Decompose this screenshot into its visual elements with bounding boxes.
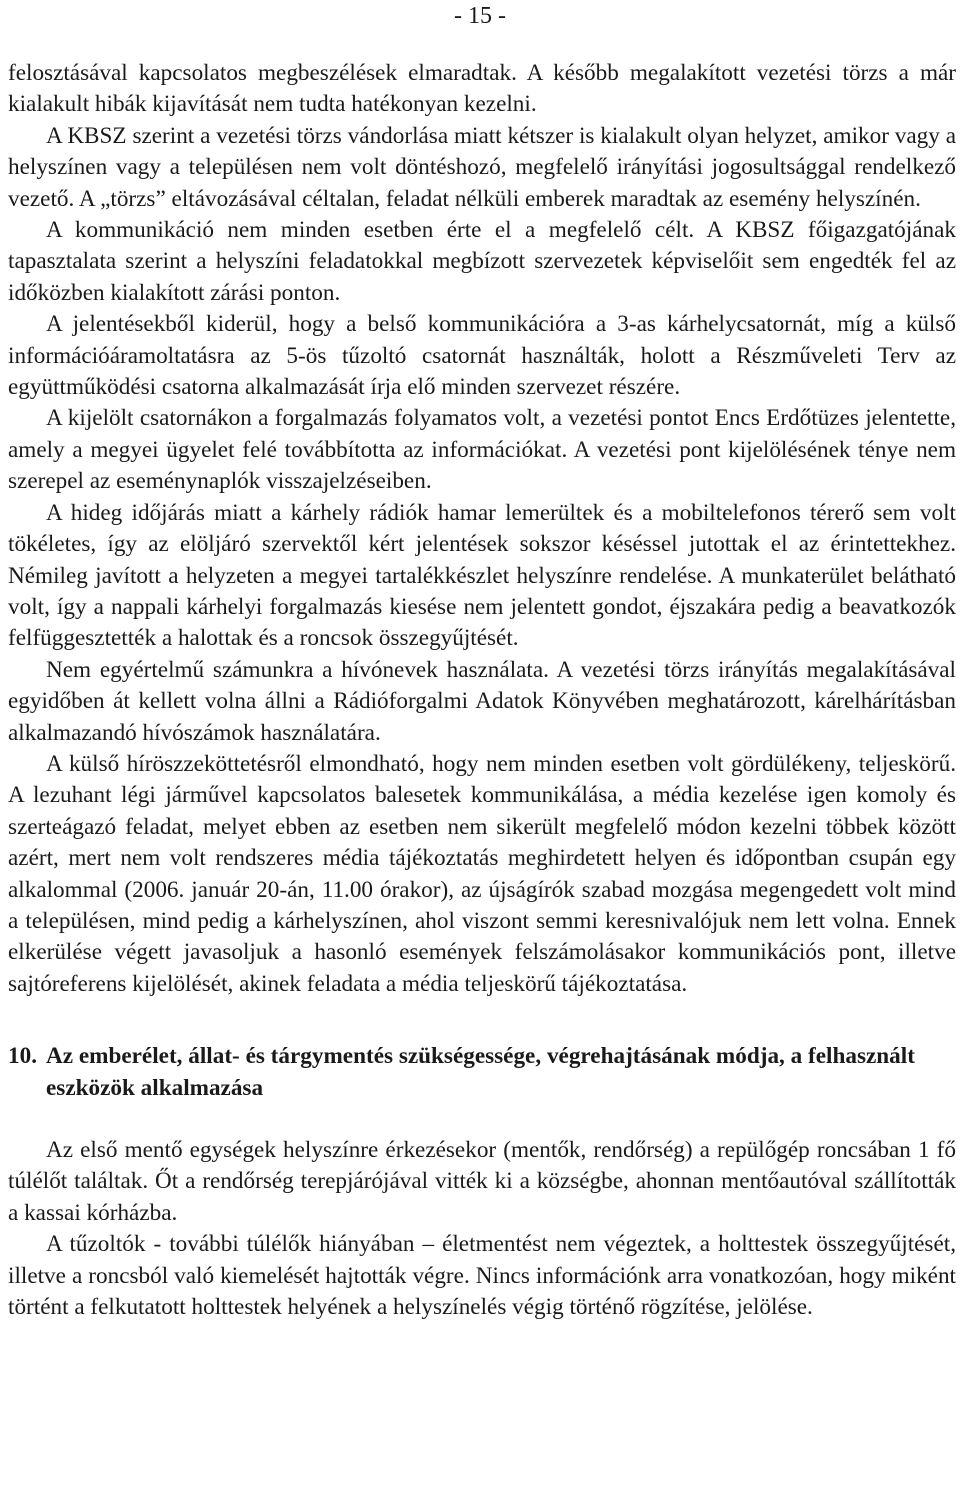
paragraph: A KBSZ szerint a vezetési törzs vándorlása miatt kétszer is kialakult olyan helyzet, amikor vagy a helyszínen vagy a településen nem volt döntéshozó, megfelelő irányítási jogosultsággal rendelkező vezető. A „törzs” eltávozásával céltalan, feladat nélküli emberek maradtak az esemény helyszínén. bbox=[8, 122, 956, 212]
paragraph: A tűzoltók - további túlélők hiányában – életmentést nem végeztek, a holttestek összegyűjtését, illetve a roncsból való kiemelését hajtották végre. Nincs információnk arra vonatkozóan, hogy miként történt a felkutatott holttestek helyének a helyszínelés végig történő rögzítése, jelölése. bbox=[8, 1231, 956, 1321]
section-number: 10. bbox=[8, 1043, 37, 1070]
paragraph: A külső híröszzeköttetésről elmondható, hogy nem minden esetben volt gördülékeny, teljeskörű. A lezuhant légi járművel kapcsolatos balesetek kommunikálása, a média kezelése igen komoly és szerteágazó feladat, melyet ebben az esetben nem sikerült megfelelő módon kezelni többek között azért, mert nem volt rendszeres média tájékoztatás meghirdetett helyen és időpontban csupán egy alkalommal (2006. január 20-án, 11.00 órakor), az újságírók szabad mozgása megengedett volt mind a településen, mind pedig a kárhelyszínen, ahol viszont semmi keresnivalójuk nem lett volna. Ennek elkerülése végett javasoljuk a hasonló események felszámolásakor kommunikációs pont, illetve sajtóreferens kijelölését, akinek feladata a média teljeskörű tájékoztatása. bbox=[8, 750, 956, 997]
paragraph: felosztásával kapcsolatos megbeszélések elmaradtak. A később megalakított vezetési törzs a már kialakult hibák kijavítását nem tudta hatékonyan kezelni. bbox=[8, 60, 956, 118]
paragraph: A hideg időjárás miatt a kárhely rádiók hamar lemerültek és a mobiltelefonos térerő sem volt tökéletes, így az elöljáró szervektől kért jelentések sokszor késéssel jutottak el az érintettekhez. Némileg javított a helyzeten a megyei tartalékkészlet helyszínre rendelése. A munkaterület belátható volt, így a nappali kárhelyi forgalmazás kiesése nem jelentett gondot, éjszakára pedig a beavatkozók felfüggesztették a halottak és a roncsok összegyűjtését. bbox=[8, 499, 956, 652]
section-title: Az emberélet, állat- és tárgymentés szükségessége, végrehajtásának módja, a felhasznált eszközök alkalmazása bbox=[46, 1043, 915, 1101]
paragraph: A jelentésekből kiderül, hogy a belső kommunikációra a 3-as kárhelycsatornát, míg a külső információáramoltatásra az 5-ös tűzoltó csatornát használták, holott a Részműveleti Terv az együttműködési csatorna alkalmazását írja elő minden szervezet részére. bbox=[8, 311, 956, 401]
paragraph: A kijelölt csatornákon a forgalmazás folyamatos volt, a vezetési pontot Encs Erdőtüzes jelentette, amely a megyei ügyelet felé továbbította az információkat. A vezetési pont kijelölésének ténye nem szerepel az eseménynaplók visszajelzéseiben. bbox=[8, 405, 956, 495]
page-number: - 15 - bbox=[454, 3, 506, 29]
section-heading bbox=[8, 1041, 956, 1104]
paragraph: A kommunikáció nem minden esetben érte el a megfelelő célt. A KBSZ főigazgatójának tapasztalata szerint a helyszíni feladatokkal megbízott szervezetek képviselőit sem engedték fel az időközben kialakított zárási ponton. bbox=[8, 217, 956, 306]
document-body bbox=[8, 58, 956, 1323]
paragraph: Az első mentő egységek helyszínre érkezésekor (mentők, rendőrség) a repülőgép roncsában 1 fő túlélőt találtak. Őt a rendőrség terepjárójával vitték ki a községbe, ahonnan mentőautóval szállították a kassai kórházba. bbox=[8, 1137, 956, 1226]
paragraph: Nem egyértelmű számunkra a hívónevek használata. A vezetési törzs irányítás megalakításával egyidőben át kellett volna állni a Rádióforgalmi Adatok Könyvében meghatározott, kárelhárításban alkalmazandó hívószámok használatára. bbox=[8, 656, 956, 746]
